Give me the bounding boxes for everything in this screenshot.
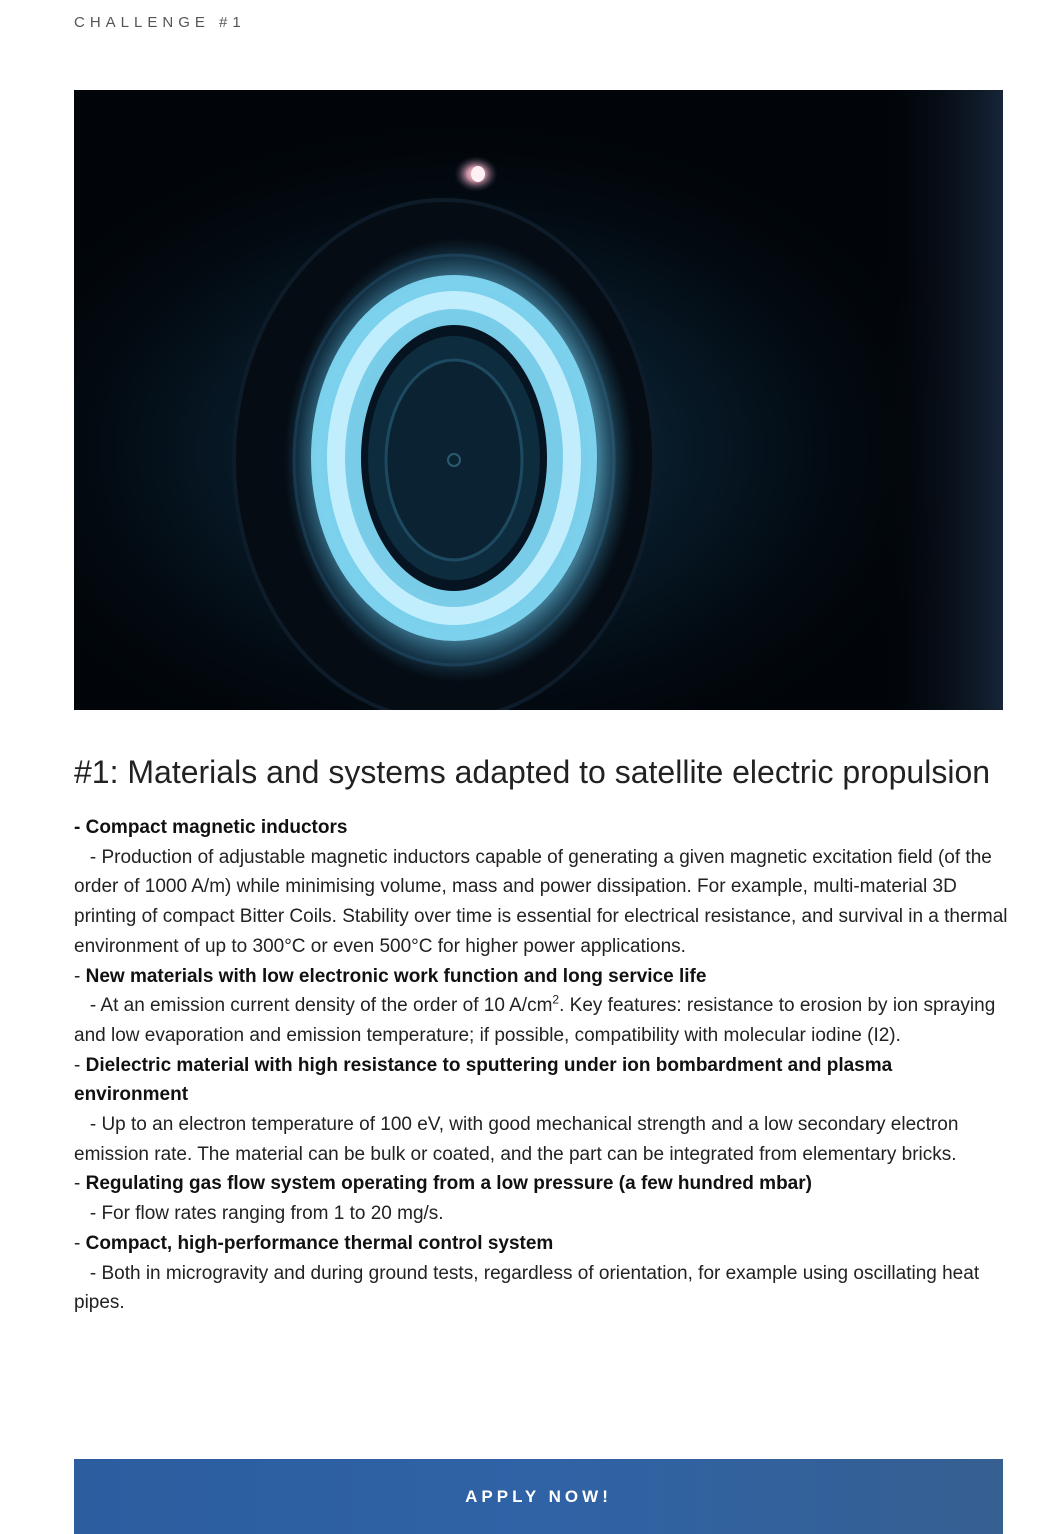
section-heading: [74, 813, 1009, 843]
section-heading: [74, 1169, 1009, 1199]
section-prefix: -: [74, 1232, 86, 1254]
section-heading-text: Compact magnetic inductors: [85, 817, 348, 838]
section-heading-text: Regulating gas flow system operating from a low pressure (a few hundred mbar): [85, 1173, 812, 1195]
section-heading: [74, 1229, 1009, 1259]
section-heading-text: New materials with low electronic work function and long service life: [85, 965, 707, 987]
challenge-eyebrow: CHALLENGE #1: [74, 14, 246, 31]
section-detail: [74, 991, 1009, 1050]
section-prefix: -: [74, 965, 86, 987]
section-heading-text: Compact, high-performance thermal control system: [85, 1232, 554, 1254]
section-detail: - Both in microgravity and during ground tests, regardless of orientation, for example using oscillating heat pipes.: [74, 1262, 985, 1314]
hero-image: [74, 90, 1003, 710]
section-detail: - Up to an electron temperature of 100 eV, with good mechanical strength and a low secondary electron emission rate. The material can be bulk or coated, and the part can be integrated from elementary bricks.: [74, 1114, 964, 1165]
thruster-illustration: [74, 90, 1003, 710]
superscript: 2: [552, 992, 560, 1007]
section-heading-text: Dielectric material with high resistance to sputtering under ion bombardment and plasma environment: [74, 1054, 893, 1106]
section-heading: [74, 962, 1009, 992]
section-prefix: -: [74, 817, 86, 838]
section-prefix: -: [74, 1054, 86, 1076]
section-detail-text: . Key features: resistance to erosion by ion spraying and low evaporation and emission temperature; if possible, compatibility with molecular iodine (I2).: [74, 995, 1001, 1046]
section-detail: - For flow rates ranging from 1 to 20 mg/s.: [74, 1203, 444, 1225]
section-prefix: -: [74, 1173, 86, 1195]
section-heading: [74, 1051, 1009, 1110]
challenge-description: [74, 813, 1013, 1318]
apply-now-button[interactable]: APPLY NOW!: [74, 1459, 1003, 1534]
section-detail-text: - At an emission current density of the order of 10 A/cm: [74, 995, 553, 1017]
section-detail: - Production of adjustable magnetic inductors capable of generating a given magnetic excitation field (of the order of 1000 A/m) while minimising volume, mass and power dissipation. For example, multi-material 3D printing of compact Bitter Coils. Stability over time is essential for electrical resistance, and survival in a thermal environment of up to 300°C or even 500°C for higher power applications.: [74, 846, 1013, 957]
page-title: #1: Materials and systems adapted to satellite electric propulsion: [74, 754, 991, 790]
